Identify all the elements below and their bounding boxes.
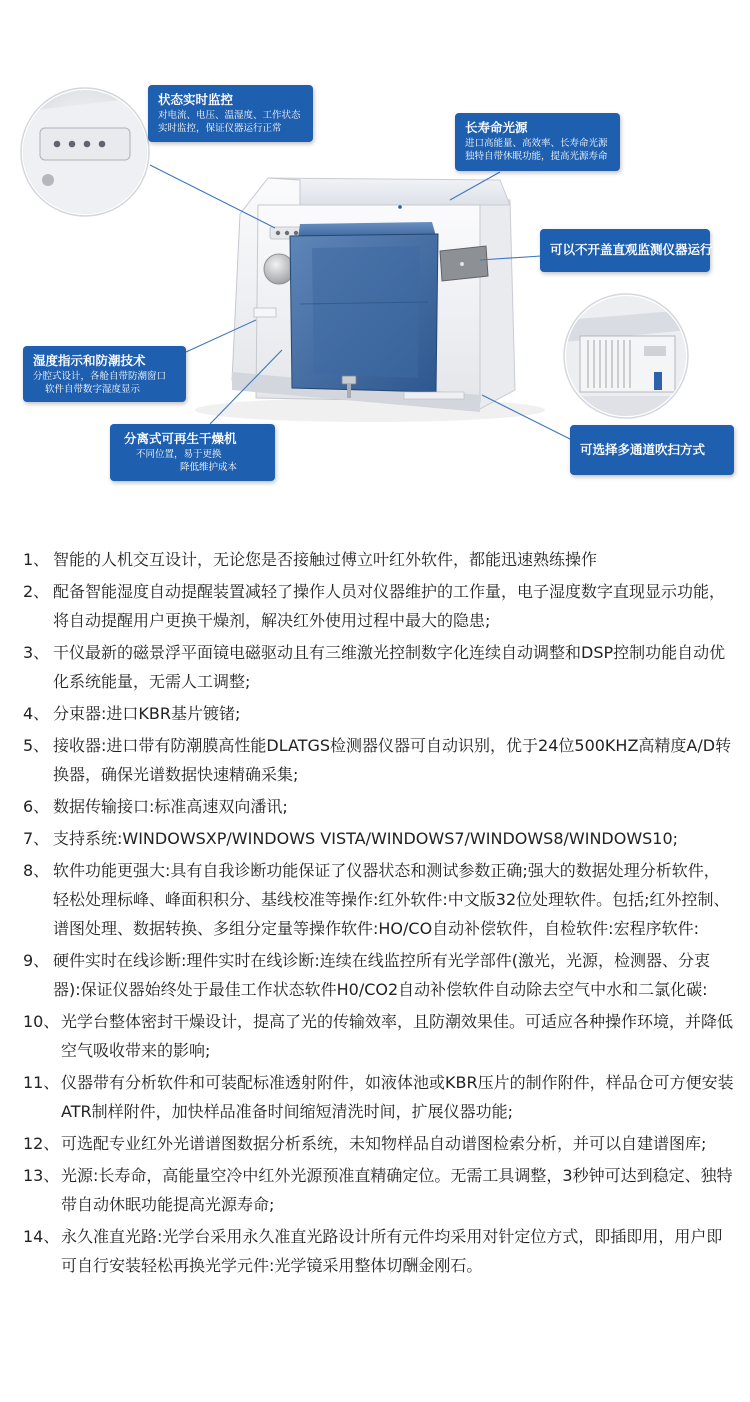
feature-item [23, 545, 735, 574]
front-label-right [404, 392, 464, 399]
front-label-left [254, 308, 276, 317]
callout-description [33, 370, 178, 396]
callout-status-monitoring [148, 85, 313, 142]
feature-item [23, 1007, 735, 1065]
feature-text: 智能的人机交互设计，无论您是否接触过傅立叶红外软件，都能迅速熟练操作 [53, 550, 598, 569]
feature-item [23, 1129, 735, 1158]
feature-text: 软件功能更强大:具有自我诊断功能保证了仪器状态和测试参数正确;强大的数据处理分析软件，轻松处理标峰、峰面积积分、基线校准等操作:红外软件:中文版32位处理软件。包括;红外控制、谱图处理、数据转换、多组分定量等操作软件:HO/CO自动补偿软件，自检软件:宏程序软件: [53, 861, 730, 938]
top-indicator-dot [398, 205, 402, 209]
compartment-latch-stem [347, 384, 351, 398]
feature-item [23, 638, 735, 696]
feature-number: 6、 [23, 797, 50, 816]
dryer-knob [264, 254, 294, 284]
callout-multichannel-purge [570, 425, 734, 475]
callout-long-life-lamp [455, 113, 620, 171]
feature-number: 9、 [23, 951, 50, 970]
feature-number: 4、 [23, 704, 50, 723]
callout-title: 湿度指示和防潮技术 [33, 353, 146, 368]
status-led [276, 231, 280, 235]
feature-number: 10、 [23, 1012, 60, 1031]
callout-title: 可选择多通道吹扫方式 [580, 442, 706, 457]
feature-item [23, 577, 735, 635]
feature-text: 光学台整体密封干燥设计，提高了光的传输效率，且防潮效果佳。可适应各种操作环境，并降低空气吸收带来的影响; [61, 1012, 734, 1060]
feature-item [23, 792, 735, 821]
callout-title: 可以不开盖直观监测仪器运行 [550, 242, 713, 257]
feature-text: 光源:长寿命，高能量空冷中红外光源预准直精确定位。无需工具调整，3秒钟可达到稳定、独特带自动休眠功能提高光源寿命; [61, 1166, 733, 1214]
compartment-latch [342, 376, 356, 384]
feature-item [23, 731, 735, 789]
callout-description [158, 109, 305, 135]
feature-text: 硬件实时在线诊断:理件实时在线诊断:连续在线监控所有光学部件(激光，光源，检测器、分衷器):保证仪器始终处于最佳工作状态软件H0/CO2自动补偿软件自动除去空气中水和二氯化碳: [53, 951, 711, 999]
feature-item [23, 824, 735, 853]
callout-title: 长寿命光源 [465, 120, 528, 135]
callout-line: 独特自带休眠功能，提高光源寿命 [465, 151, 608, 162]
callout-line: 进口高能量、高效率、长寿命光源 [465, 138, 608, 149]
callout-humidity-protection [23, 346, 186, 402]
callout-observation-window [540, 229, 713, 272]
callout-line: 软件自带数字湿度显示 [45, 384, 141, 395]
product-figure [0, 0, 750, 520]
callout-line: 对电流、电压、温湿度、工作状态 [158, 110, 301, 121]
feature-text: 配备智能湿度自动提醒装置减轻了操作人员对仪器维护的工作量，电子湿度数字直现显示功能，将自动提醒用户更换干燥剂，解决红外使用过程中最大的隐患; [53, 582, 726, 630]
callout-line: 实时监控，保证仪器运行正常 [158, 123, 282, 134]
callout-description [124, 448, 267, 474]
observation-window [440, 246, 488, 281]
feature-number: 3、 [23, 643, 50, 662]
feature-number: 12、 [23, 1134, 60, 1153]
feature-number: 13、 [23, 1166, 60, 1185]
feature-item [23, 1161, 735, 1219]
callout-line: 降低维护成本 [180, 462, 238, 473]
status-led [294, 231, 298, 235]
feature-list [23, 545, 735, 1283]
sample-compartment-inner-panel [312, 246, 420, 378]
feature-text: 支持系统:WINDOWSXP/WINDOWS VISTA/WINDOWS7/WINDOWS8/WINDOWS10; [53, 829, 679, 848]
callout-description [465, 137, 612, 163]
feature-text: 数据传输接口:标准高速双向潘讯; [53, 797, 288, 816]
feature-text: 干仪最新的磁景浮平面镜电磁驱动且有三维激光控制数字化连续自动调整和DSP控制功能自动优化系统能量，无需人工调整; [53, 643, 726, 691]
feature-text: 分束器:进口KBR基片镀锗; [53, 704, 241, 723]
feature-number: 14、 [23, 1227, 60, 1246]
feature-text: 可选配专业红外光谱谱图数据分析系统，未知物样品自动谱图检索分析，并可以自建谱图库; [61, 1134, 707, 1153]
feature-number: 8、 [23, 861, 50, 880]
feature-item [23, 856, 735, 943]
feature-number: 11、 [23, 1073, 60, 1092]
feature-item [23, 1068, 735, 1126]
callout-line: 分腔式设计，各舱自带防潮窗口 [33, 371, 167, 382]
callout-separable-dryer [110, 424, 275, 481]
status-led [285, 231, 289, 235]
feature-number: 1、 [23, 550, 50, 569]
callout-line: 不同位置，易于更换 [136, 449, 222, 460]
zoom-circle-right [564, 294, 688, 418]
zoom-circle-left [21, 88, 151, 216]
window-screw [460, 262, 464, 266]
feature-text: 接收器:进口带有防潮膜高性能DLATGS检测器仪器可自动识别，优于24位500KHZ高精度A/D转换器，确保光谱数据快速精确采集; [53, 736, 732, 784]
feature-text: 永久准直光路:光学台采用永久准直光路设计所有元件均采用对针定位方式，即插即用，用户即可自行安装轻松再换光学元件:光学镜采用整体切酬金刚石。 [61, 1227, 723, 1275]
feature-item [23, 1222, 735, 1280]
feature-item [23, 699, 735, 728]
feature-number: 5、 [23, 736, 50, 755]
feature-number: 7、 [23, 829, 50, 848]
feature-text: 仪器带有分析软件和可装配标准透射附件，如液体池或KBR压片的制作附件，样品仓可方便安装ATR制样附件，加快样品准备时间缩短清洗时间，扩展仪器功能; [61, 1073, 734, 1121]
feature-number: 2、 [23, 582, 50, 601]
callout-title: 分离式可再生干燥机 [124, 431, 237, 446]
callout-title: 状态实时监控 [158, 92, 234, 107]
feature-item [23, 946, 735, 1004]
